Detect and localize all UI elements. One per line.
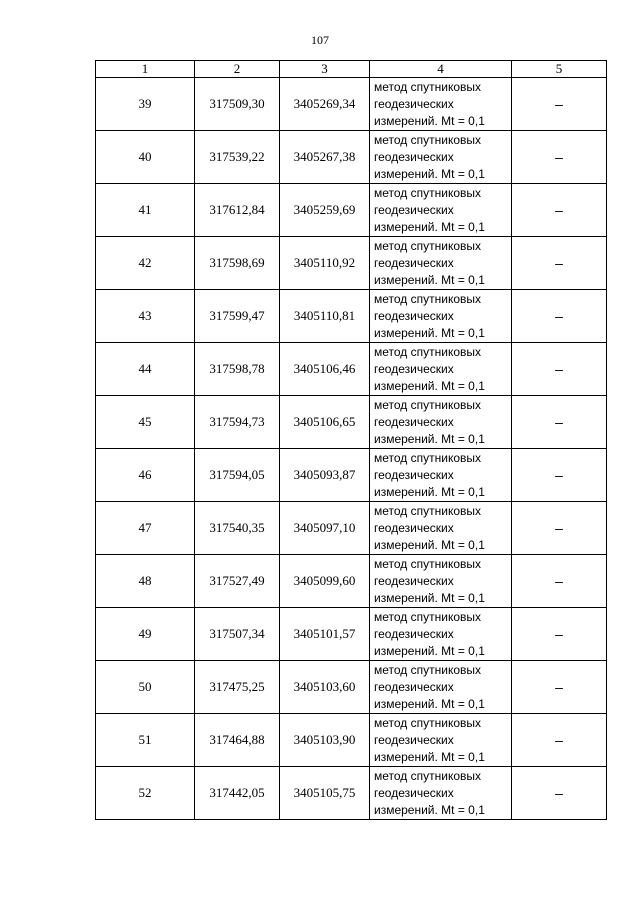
method-cell: [370, 78, 512, 131]
x-coordinate-cell: 317598,78: [195, 343, 280, 396]
method-line: измерений. Mt = 0,1: [374, 272, 485, 287]
table-row: [96, 131, 607, 184]
y-coordinate-cell: 3405103,60: [280, 661, 370, 714]
page-number: 107: [311, 33, 329, 47]
point-number-cell: 50: [96, 661, 195, 714]
y-coordinate-cell: 3405267,38: [280, 131, 370, 184]
point-number-cell: 43: [96, 290, 195, 343]
method-line: метод спутниковых: [374, 238, 482, 253]
x-coordinate-cell: 317599,47: [195, 290, 280, 343]
y-coordinate-cell: 3405093,87: [280, 449, 370, 502]
column5-cell: –: [512, 767, 607, 820]
table-header-row: [96, 61, 607, 78]
method-cell: [370, 555, 512, 608]
y-coordinate-cell: 3405097,10: [280, 502, 370, 555]
x-coordinate-cell: 317527,49: [195, 555, 280, 608]
x-coordinate-cell: 317539,22: [195, 131, 280, 184]
y-coordinate-cell: 3405110,92: [280, 237, 370, 290]
x-coordinate-cell: 317509,30: [195, 78, 280, 131]
y-coordinate-cell: 3405101,57: [280, 608, 370, 661]
method-line: геодезических: [374, 467, 454, 482]
column5-cell: –: [512, 608, 607, 661]
method-line: метод спутниковых: [374, 768, 482, 783]
method-line: измерений. Mt = 0,1: [374, 590, 485, 605]
point-number-cell: 45: [96, 396, 195, 449]
column5-cell: –: [512, 502, 607, 555]
column5-cell: –: [512, 290, 607, 343]
coordinates-table: [95, 60, 607, 820]
point-number-cell: 47: [96, 502, 195, 555]
table-row: [96, 78, 607, 131]
column5-cell: –: [512, 661, 607, 714]
column5-cell: –: [512, 396, 607, 449]
column5-cell: –: [512, 449, 607, 502]
method-line: метод спутниковых: [374, 132, 482, 147]
point-number-cell: 44: [96, 343, 195, 396]
table-row: [96, 396, 607, 449]
x-coordinate-cell: 317540,35: [195, 502, 280, 555]
method-line: измерений. Mt = 0,1: [374, 378, 485, 393]
point-number-cell: 49: [96, 608, 195, 661]
x-coordinate-cell: 317507,34: [195, 608, 280, 661]
column-header: 2: [195, 61, 280, 78]
point-number-cell: 52: [96, 767, 195, 820]
y-coordinate-cell: 3405105,75: [280, 767, 370, 820]
method-line: измерений. Mt = 0,1: [374, 219, 485, 234]
method-line: геодезических: [374, 308, 454, 323]
method-cell: [370, 396, 512, 449]
column-header: 5: [512, 61, 607, 78]
column5-cell: –: [512, 78, 607, 131]
x-coordinate-cell: 317442,05: [195, 767, 280, 820]
method-cell: [370, 502, 512, 555]
method-line: геодезических: [374, 202, 454, 217]
point-number-cell: 39: [96, 78, 195, 131]
point-number-cell: 41: [96, 184, 195, 237]
method-line: геодезических: [374, 520, 454, 535]
method-line: измерений. Mt = 0,1: [374, 643, 485, 658]
method-cell: [370, 237, 512, 290]
point-number-cell: 42: [96, 237, 195, 290]
table-row: [96, 290, 607, 343]
method-line: измерений. Mt = 0,1: [374, 537, 485, 552]
method-line: метод спутниковых: [374, 79, 482, 94]
method-line: метод спутниковых: [374, 185, 482, 200]
method-line: метод спутниковых: [374, 450, 482, 465]
method-line: геодезических: [374, 785, 454, 800]
column5-cell: –: [512, 184, 607, 237]
method-cell: [370, 290, 512, 343]
point-number-cell: 40: [96, 131, 195, 184]
point-number-cell: 51: [96, 714, 195, 767]
method-line: измерений. Mt = 0,1: [374, 696, 485, 711]
x-coordinate-cell: 317594,05: [195, 449, 280, 502]
method-cell: [370, 131, 512, 184]
column5-cell: –: [512, 714, 607, 767]
method-line: геодезических: [374, 255, 454, 270]
method-line: измерений. Mt = 0,1: [374, 749, 485, 764]
table-row: [96, 184, 607, 237]
table-row: [96, 661, 607, 714]
method-line: геодезических: [374, 96, 454, 111]
method-line: метод спутниковых: [374, 715, 482, 730]
table-row: [96, 449, 607, 502]
table-body: [96, 78, 607, 820]
y-coordinate-cell: 3405103,90: [280, 714, 370, 767]
x-coordinate-cell: 317464,88: [195, 714, 280, 767]
y-coordinate-cell: 3405099,60: [280, 555, 370, 608]
method-line: метод спутниковых: [374, 609, 482, 624]
method-line: геодезических: [374, 626, 454, 641]
table-row: [96, 767, 607, 820]
method-cell: [370, 343, 512, 396]
method-cell: [370, 608, 512, 661]
method-cell: [370, 767, 512, 820]
column5-cell: –: [512, 343, 607, 396]
method-line: измерений. Mt = 0,1: [374, 113, 485, 128]
method-line: измерений. Mt = 0,1: [374, 325, 485, 340]
method-cell: [370, 184, 512, 237]
x-coordinate-cell: 317475,25: [195, 661, 280, 714]
method-line: геодезических: [374, 361, 454, 376]
x-coordinate-cell: 317598,69: [195, 237, 280, 290]
method-line: геодезических: [374, 573, 454, 588]
table-row: [96, 555, 607, 608]
method-line: геодезических: [374, 679, 454, 694]
method-line: измерений. Mt = 0,1: [374, 166, 485, 181]
x-coordinate-cell: 317612,84: [195, 184, 280, 237]
table-row: [96, 714, 607, 767]
y-coordinate-cell: 3405259,69: [280, 184, 370, 237]
method-line: метод спутниковых: [374, 556, 482, 571]
column-header: 3: [280, 61, 370, 78]
method-cell: [370, 449, 512, 502]
method-cell: [370, 661, 512, 714]
y-coordinate-cell: 3405106,46: [280, 343, 370, 396]
method-cell: [370, 714, 512, 767]
method-line: метод спутниковых: [374, 397, 482, 412]
y-coordinate-cell: 3405269,34: [280, 78, 370, 131]
method-line: метод спутниковых: [374, 291, 482, 306]
column5-cell: –: [512, 131, 607, 184]
column5-cell: –: [512, 237, 607, 290]
y-coordinate-cell: 3405110,81: [280, 290, 370, 343]
point-number-cell: 48: [96, 555, 195, 608]
table-row: [96, 608, 607, 661]
method-line: измерений. Mt = 0,1: [374, 802, 485, 817]
method-line: геодезических: [374, 414, 454, 429]
method-line: геодезических: [374, 149, 454, 164]
column5-cell: –: [512, 555, 607, 608]
y-coordinate-cell: 3405106,65: [280, 396, 370, 449]
table-row: [96, 502, 607, 555]
column-header: 4: [370, 61, 512, 78]
method-line: измерений. Mt = 0,1: [374, 431, 485, 446]
table-row: [96, 237, 607, 290]
point-number-cell: 46: [96, 449, 195, 502]
method-line: геодезических: [374, 732, 454, 747]
x-coordinate-cell: 317594,73: [195, 396, 280, 449]
table-row: [96, 343, 607, 396]
method-line: метод спутниковых: [374, 503, 482, 518]
method-line: измерений. Mt = 0,1: [374, 484, 485, 499]
column-header: 1: [96, 61, 195, 78]
method-line: метод спутниковых: [374, 662, 482, 677]
method-line: метод спутниковых: [374, 344, 482, 359]
